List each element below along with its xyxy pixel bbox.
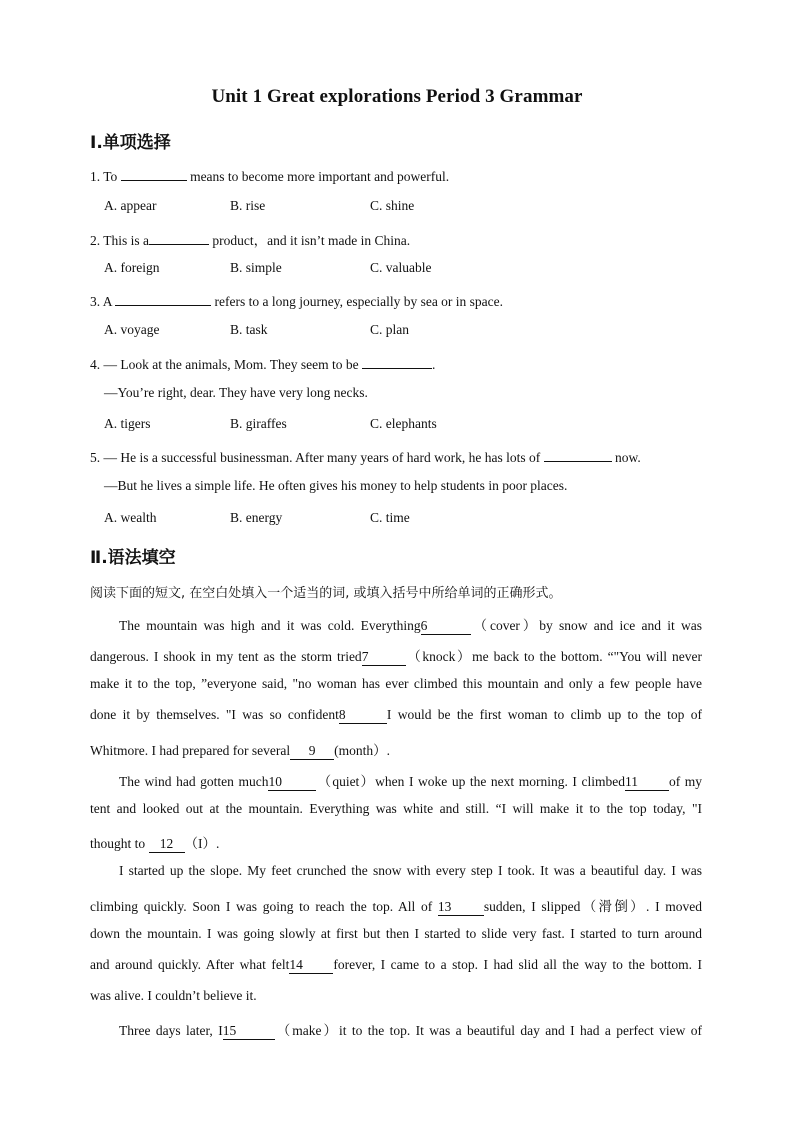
- blank-14: 14: [289, 957, 333, 974]
- passage-text: sudden, I slipped（滑倒）. I moved: [483, 899, 702, 914]
- passage-line: [119, 614, 702, 635]
- passage-text: Three days later, I: [119, 1023, 223, 1038]
- blank-13: 13: [438, 899, 484, 916]
- passage-text: thought to: [90, 836, 149, 851]
- answer-blank: [121, 166, 187, 181]
- option-c: C. valuable: [370, 260, 432, 275]
- option-b: B. giraffes: [230, 416, 287, 431]
- question-2: [90, 229, 410, 249]
- passage-text: of my: [668, 774, 703, 789]
- question-5-reply: —But he lives a simple life. He often gives his money to help students in poor places.: [104, 478, 568, 493]
- passage-line: make it to the top, ”everyone said, "no woman has ever climbed this mountain and only a few people have: [90, 676, 702, 691]
- passage-text: (month）.: [334, 743, 391, 758]
- question-5-text: 5. — He is a successful businessman. After many years of hard work, he has lots of: [90, 450, 544, 465]
- question-3-text-end: refers to a long journey, especially by sea or in space.: [211, 294, 504, 309]
- question-4-reply: —You’re right, dear. They have very long necks.: [104, 385, 368, 400]
- passage-text: I would be the first woman to climb up to the top of: [386, 707, 702, 722]
- passage-text: Whitmore. I had prepared for several: [90, 743, 291, 758]
- blank-11: 11: [625, 774, 669, 791]
- option-a: A. voyage: [104, 322, 160, 337]
- passage-line: [90, 707, 702, 724]
- question-4-text: 4. — Look at the animals, Mom. They seem to be: [90, 357, 362, 372]
- passage-text: dangerous. I shook in my tent as the storm tried: [90, 649, 362, 664]
- passage-text: The mountain was high and it was cold. Everything: [119, 618, 421, 633]
- passage-text: （I）.: [184, 836, 220, 851]
- question-5: [90, 447, 641, 466]
- passage-line: [90, 895, 702, 916]
- option-c: C. plan: [370, 322, 409, 337]
- section-heading-grammar-fill: Ⅱ.语法填空: [90, 548, 176, 568]
- option-a: A. foreign: [104, 260, 160, 275]
- passage-line: [90, 645, 702, 666]
- passage-text: （cover）by snow and ice and it was: [470, 618, 702, 633]
- question-1: [90, 166, 449, 185]
- passage-line: I started up the slope. My feet crunched the snow with every step I took. It was a beautiful day. I was: [119, 863, 702, 878]
- passage-line: [119, 770, 702, 791]
- question-1-text: 1. To: [90, 169, 121, 184]
- blank-8: 8: [339, 707, 387, 724]
- passage-text: done it by themselves. "I was so confident: [90, 707, 339, 722]
- blank-12: 12: [149, 836, 185, 853]
- passage-line: tent and looked out at the mountain. Everything was white and still. “I will make it to the top today, "I: [90, 801, 702, 816]
- question-2-text-end: product，and it isn’t made in China.: [209, 233, 411, 248]
- option-a: A. appear: [104, 198, 157, 213]
- option-b: B. simple: [230, 260, 282, 275]
- answer-blank: [544, 447, 612, 462]
- blank-9: 9: [290, 743, 334, 760]
- option-a: A. tigers: [104, 416, 151, 431]
- question-1-text-end: means to become more important and powerful.: [186, 169, 450, 184]
- passage-text: The wind had gotten much: [119, 774, 269, 789]
- passage-text: and around quickly. After what felt: [90, 957, 290, 972]
- question-3-text: 3. A: [90, 294, 116, 309]
- blank-7: 7: [362, 649, 406, 666]
- answer-blank: [149, 230, 209, 245]
- passage-text: forever, I came to a stop. I had slid all the way to the bottom. I: [333, 957, 702, 972]
- passage-line: [90, 739, 702, 760]
- option-b: B. energy: [230, 510, 283, 525]
- question-2-text: 2. This is a: [90, 233, 150, 248]
- question-5-text-end: now.: [611, 450, 641, 465]
- question-3: [90, 291, 503, 310]
- question-4: [90, 354, 435, 373]
- passage-text: （make）it to the top. It was a beautiful day and I had a perfect view of: [274, 1023, 702, 1038]
- option-c: C. time: [370, 510, 410, 525]
- passage-text: （knock）me back to the bottom. “"You will never: [405, 649, 702, 664]
- passage-line: down the mountain. I was going slowly at first but then I started to slide very fast. I started to turn around: [90, 926, 702, 941]
- passage-text: climbing quickly. Soon I was going to reach the top. All of: [90, 899, 438, 914]
- passage-line: was alive. I couldn’t believe it.: [90, 988, 257, 1003]
- page-title: Unit 1 Great explorations Period 3 Grammar: [211, 86, 583, 107]
- option-a: A. wealth: [104, 510, 157, 525]
- option-b: B. rise: [230, 198, 266, 213]
- section-heading-multiple-choice: Ⅰ.单项选择: [90, 133, 171, 153]
- answer-blank: [362, 354, 432, 369]
- question-4-text-end: .: [431, 357, 436, 372]
- blank-15: 15: [223, 1023, 275, 1040]
- option-b: B. task: [230, 322, 268, 337]
- instruction-text: 阅读下面的短文, 在空白处填入一个适当的词, 或填入括号中所给单词的正确形式。: [90, 586, 562, 601]
- option-c: C. elephants: [370, 416, 437, 431]
- blank-6: 6: [421, 618, 471, 635]
- option-c: C. shine: [370, 198, 415, 213]
- blank-10: 10: [268, 774, 316, 791]
- passage-line: [90, 832, 702, 853]
- answer-blank: [115, 291, 211, 306]
- passage-line: [119, 1019, 702, 1040]
- passage-text: （quiet）when I woke up the next morning. I climbed: [316, 774, 625, 789]
- passage-line: [90, 957, 702, 974]
